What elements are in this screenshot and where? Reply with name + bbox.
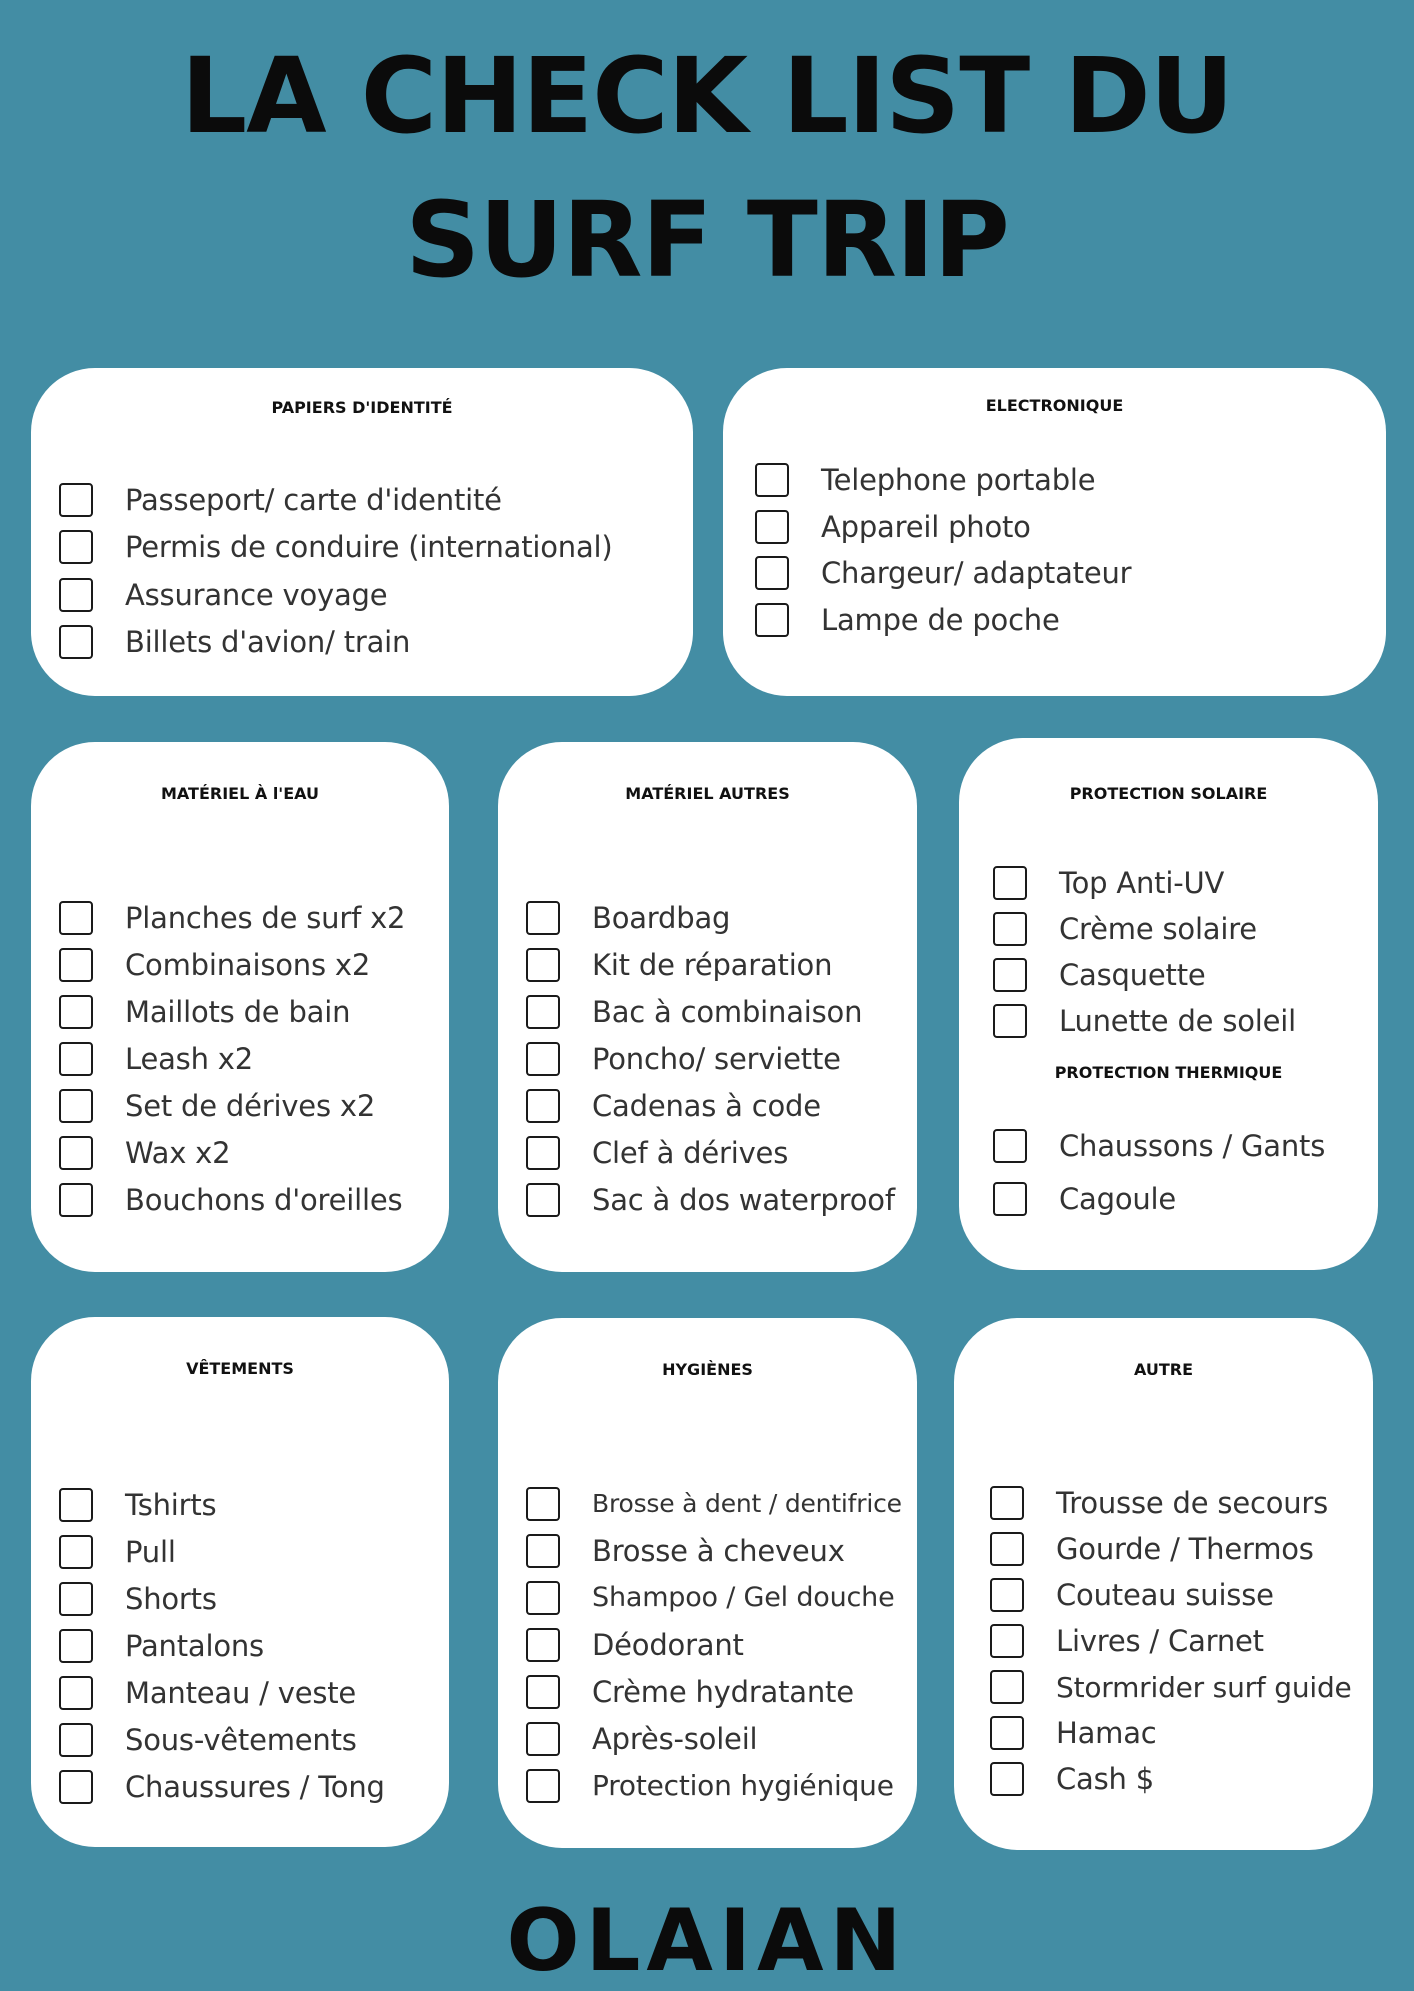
checkbox[interactable] [526, 1769, 560, 1803]
checkbox[interactable] [59, 578, 93, 612]
checkbox[interactable] [526, 1183, 560, 1217]
card-autre [954, 1318, 1373, 1850]
checklist-item[interactable] [59, 1528, 449, 1575]
checkbox[interactable] [59, 948, 93, 982]
checklist-item-label: Tshirts [125, 1487, 217, 1522]
checklist-item[interactable] [59, 571, 693, 619]
section-title-vetements: VÊTEMENTS [186, 1359, 294, 1378]
checklist-item-label: Telephone portable [821, 463, 1096, 498]
section-title-materiel-autres: MATÉRIEL AUTRES [625, 784, 790, 803]
checklist-item-label: Couteau suisse [1056, 1578, 1274, 1612]
checklist-item[interactable] [59, 1129, 449, 1176]
checklist-item[interactable] [59, 1763, 449, 1810]
checkbox[interactable] [755, 603, 789, 637]
checkbox[interactable] [59, 1629, 93, 1663]
checklist-item[interactable] [990, 1710, 1373, 1756]
checkbox[interactable] [59, 1582, 93, 1616]
checkbox[interactable] [59, 1042, 93, 1076]
checklist-item-label: Livres / Carnet [1056, 1624, 1264, 1658]
section-title-papiers: PAPIERS D'IDENTITÉ [271, 398, 453, 417]
checklist-item[interactable] [59, 524, 693, 572]
card-protection [959, 738, 1378, 1270]
checkbox[interactable] [993, 1182, 1027, 1216]
checkbox[interactable] [993, 1129, 1027, 1163]
checklist-item[interactable] [526, 1176, 917, 1223]
checklist-item[interactable] [990, 1664, 1373, 1710]
section-title-protection-thermique: PROTECTION THERMIQUE [1054, 1063, 1283, 1082]
checklist-item-label: Assurance voyage [125, 577, 388, 612]
checklist-item[interactable] [526, 1527, 917, 1574]
checklist-item-label: Bouchons d'oreilles [125, 1182, 403, 1217]
checklist-materiel-eau [31, 894, 449, 1223]
checklist-item-label: Déodorant [592, 1627, 744, 1662]
checklist-item-label: Casquette [1059, 958, 1206, 992]
checklist-item-label: Cagoule [1059, 1181, 1177, 1216]
checklist-item-label: Kit de réparation [592, 947, 833, 982]
card-vetements [31, 1317, 449, 1847]
checklist-item[interactable] [526, 1668, 917, 1715]
checkbox[interactable] [526, 1581, 560, 1615]
checkbox[interactable] [526, 901, 560, 935]
checklist-item[interactable] [59, 476, 693, 524]
checklist-electronique [723, 457, 1386, 643]
checklist-item-label: Leash x2 [125, 1041, 253, 1076]
checkbox[interactable] [990, 1486, 1024, 1520]
checklist-item-label: Wax x2 [125, 1135, 231, 1170]
checklist-item-label: Sous-vêtements [125, 1722, 357, 1757]
checklist-item-label: Set de dérives x2 [125, 1088, 376, 1123]
checkbox[interactable] [526, 1675, 560, 1709]
checklist-item-label: Chargeur/ adaptateur [821, 556, 1132, 591]
checklist-item[interactable] [526, 1621, 917, 1668]
section-title-materiel-eau: MATÉRIEL À l'EAU [160, 784, 320, 803]
checklist-item[interactable] [59, 1481, 449, 1528]
checklist-item-label: Chaussons / Gants [1059, 1128, 1326, 1163]
checklist-item[interactable] [755, 597, 1386, 644]
checklist-item-label: Billets d'avion/ train [125, 625, 411, 660]
checklist-item[interactable] [526, 1574, 917, 1621]
checklist-item-label: Lunette de soleil [1059, 1004, 1296, 1038]
checklist-item[interactable] [526, 1082, 917, 1129]
checkbox[interactable] [59, 1136, 93, 1170]
checkbox[interactable] [59, 995, 93, 1029]
checklist-item[interactable] [993, 1172, 1378, 1225]
checklist-item[interactable] [59, 1575, 449, 1622]
section-title-hygienes: HYGIÈNES [662, 1360, 753, 1379]
checkbox[interactable] [59, 1488, 93, 1522]
checklist-item[interactable] [59, 1176, 449, 1223]
checkbox[interactable] [526, 995, 560, 1029]
checkbox[interactable] [993, 912, 1027, 946]
card-electronique [723, 368, 1386, 696]
checklist-item[interactable] [993, 860, 1378, 906]
checklist-protection-solaire [959, 860, 1378, 1044]
checkbox[interactable] [526, 1136, 560, 1170]
checklist-item[interactable] [526, 1035, 917, 1082]
checkbox[interactable] [526, 1089, 560, 1123]
checklist-item-label: Pantalons [125, 1628, 264, 1663]
checklist-item-label: Crème solaire [1059, 912, 1257, 946]
checkbox[interactable] [526, 1722, 560, 1756]
checkbox[interactable] [755, 463, 789, 497]
section-title-electronique: ELECTRONIQUE [985, 396, 1124, 415]
checkbox[interactable] [990, 1762, 1024, 1796]
checklist-item-label: Bac à combinaison [592, 994, 863, 1029]
card-materiel-autres [498, 742, 917, 1272]
checkbox[interactable] [59, 530, 93, 564]
checklist-item[interactable] [993, 906, 1378, 952]
section-title-protection-solaire: PROTECTION SOLAIRE [1069, 784, 1268, 803]
checklist-item-label: Combinaisons x2 [125, 947, 371, 982]
checklist-item-label: Planches de surf x2 [125, 900, 406, 935]
checklist-item[interactable] [990, 1480, 1373, 1526]
checklist-autre [954, 1480, 1373, 1802]
page-title-line-2: SURF TRIP [405, 179, 1009, 301]
checklist-item[interactable] [526, 988, 917, 1035]
checklist-item[interactable] [755, 550, 1386, 597]
checkbox[interactable] [59, 1723, 93, 1757]
checklist-item[interactable] [990, 1572, 1373, 1618]
checklist-item-label: Permis de conduire (international) [125, 530, 613, 565]
brand-logo-text: OLAIAN [506, 1891, 908, 1991]
checklist-item-label: Crème hydratante [592, 1674, 854, 1709]
checklist-item[interactable] [755, 457, 1386, 504]
checklist-item[interactable] [526, 1762, 917, 1809]
card-hygienes [498, 1318, 917, 1848]
checkbox[interactable] [59, 901, 93, 935]
checkbox[interactable] [526, 1534, 560, 1568]
checkbox[interactable] [526, 948, 560, 982]
checklist-item-label: Sac à dos waterproof [592, 1182, 895, 1217]
checkbox[interactable] [59, 625, 93, 659]
checklist-item-label: Hamac [1056, 1716, 1157, 1750]
checklist-item-label: Shorts [125, 1581, 217, 1616]
checkbox[interactable] [59, 1535, 93, 1569]
checklist-vetements [31, 1481, 449, 1810]
checklist-hygienes [498, 1480, 917, 1809]
checklist-item[interactable] [755, 504, 1386, 551]
checklist-item-label: Manteau / veste [125, 1675, 357, 1710]
checklist-item[interactable] [59, 1035, 449, 1082]
checklist-item-label: Trousse de secours [1056, 1486, 1329, 1520]
checklist-item-label: Passeport/ carte d'identité [125, 482, 502, 517]
checklist-item-label: Boardbag [592, 900, 731, 935]
checklist-item[interactable] [59, 988, 449, 1035]
card-materiel-eau [31, 742, 449, 1272]
checkbox[interactable] [526, 1042, 560, 1076]
checklist-item-label: Stormrider surf guide [1056, 1670, 1352, 1704]
checklist-item-label: Brosse à dent / dentifrice [592, 1489, 902, 1518]
checklist-item-label: Cadenas à code [592, 1088, 821, 1123]
page-title-line-1: LA CHECK LIST DU [180, 35, 1234, 157]
checkbox[interactable] [59, 1089, 93, 1123]
checklist-item[interactable] [990, 1526, 1373, 1572]
checklist-item[interactable] [526, 1129, 917, 1176]
checklist-item[interactable] [59, 941, 449, 988]
checkbox[interactable] [990, 1532, 1024, 1566]
checkbox[interactable] [755, 556, 789, 590]
checklist-item-label: Shampoo / Gel douche [592, 1582, 895, 1613]
checklist-item-label: Maillots de bain [125, 994, 351, 1029]
checkbox[interactable] [526, 1487, 560, 1521]
checklist-item[interactable] [59, 1669, 449, 1716]
checklist-item-label: Poncho/ serviette [592, 1041, 841, 1076]
checkbox[interactable] [990, 1716, 1024, 1750]
checklist-item[interactable] [526, 1715, 917, 1762]
checkbox[interactable] [59, 1676, 93, 1710]
checklist-item[interactable] [990, 1618, 1373, 1664]
checklist-item-label: Clef à dérives [592, 1135, 789, 1170]
checkbox[interactable] [526, 1628, 560, 1662]
checkbox[interactable] [993, 958, 1027, 992]
checkbox[interactable] [59, 1183, 93, 1217]
checklist-item[interactable] [59, 1716, 449, 1763]
checkbox[interactable] [755, 510, 789, 544]
checklist-item-label: Chaussures / Tong [125, 1769, 385, 1804]
checklist-item[interactable] [993, 998, 1378, 1044]
checklist-item-label: Cash $ [1056, 1762, 1154, 1796]
checklist-item[interactable] [59, 1622, 449, 1669]
checklist-item[interactable] [59, 619, 693, 667]
checklist-item-label: Pull [125, 1534, 176, 1569]
card-papiers [31, 368, 693, 696]
checklist-item[interactable] [59, 894, 449, 941]
checkbox[interactable] [993, 1004, 1027, 1038]
section-title-autre: AUTRE [1133, 1360, 1194, 1379]
checklist-item[interactable] [993, 1119, 1378, 1172]
checkbox[interactable] [59, 1770, 93, 1804]
checklist-protection-thermique [959, 1119, 1378, 1225]
checklist-item-label: Après-soleil [592, 1721, 758, 1756]
checklist-item[interactable] [526, 1480, 917, 1527]
checkbox[interactable] [990, 1670, 1024, 1704]
checklist-item[interactable] [526, 941, 917, 988]
checklist-item-label: Gourde / Thermos [1056, 1532, 1314, 1566]
checklist-item[interactable] [59, 1082, 449, 1129]
checkbox[interactable] [993, 866, 1027, 900]
checklist-item[interactable] [990, 1756, 1373, 1802]
checklist-papiers [31, 476, 693, 666]
checkbox[interactable] [990, 1578, 1024, 1612]
checklist-item-label: Lampe de poche [821, 602, 1060, 637]
checklist-item-label: Appareil photo [821, 509, 1031, 544]
checkbox[interactable] [990, 1624, 1024, 1658]
checklist-item-label: Top Anti-UV [1059, 866, 1225, 900]
checklist-item-label: Protection hygiénique [592, 1769, 894, 1802]
checklist-materiel-autres [498, 894, 917, 1223]
checklist-item[interactable] [526, 894, 917, 941]
checklist-item[interactable] [993, 952, 1378, 998]
checkbox[interactable] [59, 483, 93, 517]
checklist-item-label: Brosse à cheveux [592, 1533, 845, 1568]
